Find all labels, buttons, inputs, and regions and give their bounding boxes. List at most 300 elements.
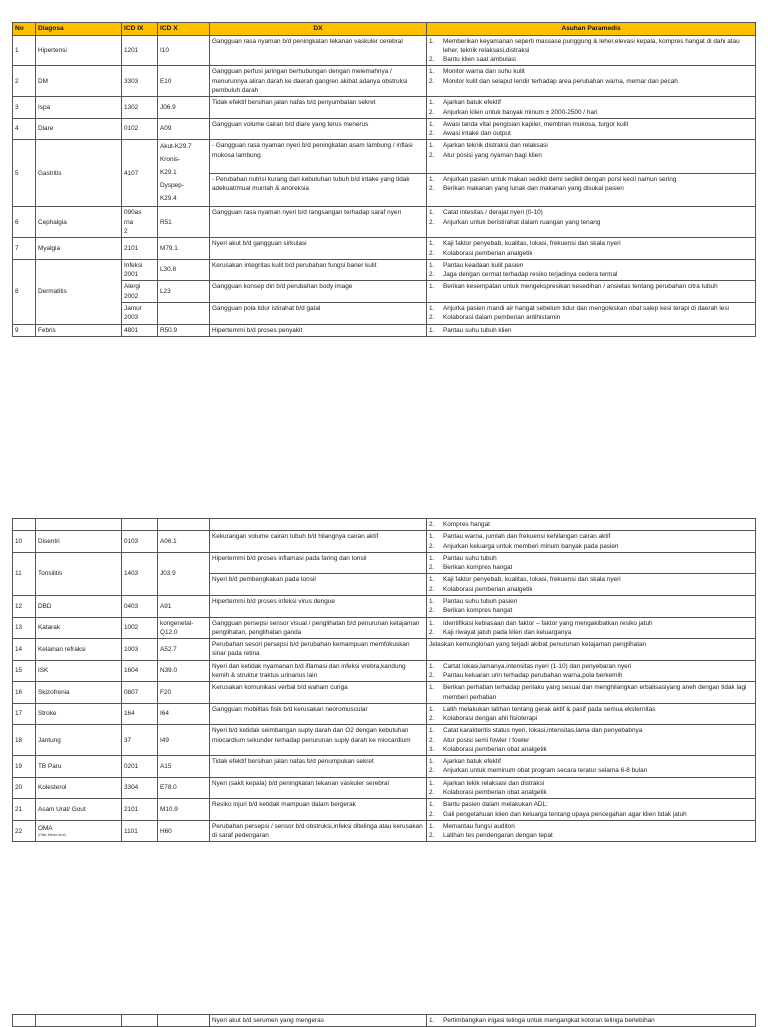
asuhan-item-number: 1. xyxy=(429,304,435,312)
asuhan-item-number: 1. xyxy=(429,533,435,541)
page-3 xyxy=(12,1014,755,1027)
asuhan-item xyxy=(429,37,753,56)
asuhan-cell xyxy=(427,324,756,336)
table-row xyxy=(13,140,756,174)
asuhan-cell xyxy=(427,617,756,639)
header-asuhan: Asuhan Paramedis xyxy=(427,23,756,36)
asuhan-item-text: Ajarkan batuk efektif xyxy=(443,99,501,107)
asuhan-item xyxy=(429,542,753,551)
icd9-code: 3303 xyxy=(122,66,158,97)
table-row xyxy=(13,66,756,97)
cell-line: 2003 xyxy=(124,314,139,322)
diagnosis-label: ISK xyxy=(38,667,49,675)
icd10-code: F20 xyxy=(158,682,210,704)
page-2 xyxy=(12,518,755,842)
asuhan-item-number: 1. xyxy=(429,261,435,269)
icd10-code: M10.9 xyxy=(158,799,210,821)
asuhan-cell xyxy=(427,531,756,553)
diagnosis-table-page-3 xyxy=(12,1014,756,1027)
table-row xyxy=(13,595,756,617)
asuhan-item xyxy=(429,129,753,138)
table-row xyxy=(13,703,756,725)
header-icd10: ICD X xyxy=(158,23,210,36)
icd9-code: 1002 xyxy=(122,617,158,639)
dx-cell: Perubahan sesori persepsi b/d perubahan kemampuan memfokuskan sinar pada retina xyxy=(210,639,427,661)
diagnosis-label: Katarak xyxy=(38,624,61,632)
diagnosis-table-page-1 xyxy=(12,22,756,337)
asuhan-item-text: Jaga dengan cermat terhadap resiko terjadinya cedera termal xyxy=(443,271,618,279)
row-number: 20 xyxy=(13,777,36,799)
dx-cell: Hiperternmi b/d proses penyakit xyxy=(210,324,427,336)
asuhan-item-text: Memberikan keyamanan seperti massase punggung & leher,elevasi kepala, kompres hangat di dahi atau leher, teknik relaksasi,distraksi xyxy=(443,37,740,54)
asuhan-item xyxy=(429,554,753,563)
asuhan-item-number: 1. xyxy=(429,705,435,713)
table-row xyxy=(13,531,756,553)
asuhan-item-number: 2. xyxy=(429,715,435,723)
asuhan-cell xyxy=(427,173,756,207)
asuhan-cell xyxy=(427,207,756,238)
asuhan-item-text: Pantau keluaran urin terhadap perubahan warna,pola berkemih xyxy=(443,671,623,679)
asuhan-item xyxy=(429,800,753,809)
diagnosis-name: Gastritis xyxy=(36,140,122,207)
table-row xyxy=(13,238,756,260)
table-row xyxy=(13,1015,756,1027)
icd9-code: 3304 xyxy=(122,777,158,799)
asuhan-item-number: 2. xyxy=(429,832,435,840)
row-number: 19 xyxy=(13,756,36,778)
asuhan-item-number: 1. xyxy=(429,662,435,670)
dx-cell: Kerusakan komunikasi verbal b/d waham curiga xyxy=(210,682,427,704)
asuhan-item-text: Memantau fungsi auditori xyxy=(443,822,515,830)
icd10-code: R51 xyxy=(158,207,210,238)
icd10-code: I49 xyxy=(158,725,210,756)
icd9-code: 0103 xyxy=(122,531,158,553)
asuhan-item xyxy=(429,184,753,193)
asuhan-item-number: 1. xyxy=(429,554,435,562)
asuhan-item xyxy=(429,575,753,584)
asuhan-item-text: Pantau warna, jumlah dan frekuensi kehilangan cairan aktif xyxy=(443,533,611,541)
asuhan-item-text: Awasi intake dan output xyxy=(443,130,511,138)
asuhan-item-number: 2. xyxy=(429,767,435,775)
asuhan-item xyxy=(429,766,753,775)
row-number: 7 xyxy=(13,238,36,260)
diagnosis-name xyxy=(36,595,122,617)
icd10-code: R50.9 xyxy=(158,324,210,336)
asuhan-item xyxy=(429,77,753,86)
asuhan-item-number: 1. xyxy=(429,68,435,76)
asuhan-item xyxy=(429,108,753,117)
icd9-code: 1201 xyxy=(122,35,158,66)
asuhan-item xyxy=(429,705,753,714)
icd9-code xyxy=(122,281,158,303)
dx-cell: Nyeri akut b/d serumen yang mengeras xyxy=(210,1015,427,1027)
diagnosis-name xyxy=(36,207,122,238)
diagnosis-name xyxy=(36,639,122,661)
cell-line: K29.1 xyxy=(160,168,177,176)
asuhan-cell xyxy=(427,140,756,174)
asuhan-item xyxy=(429,249,753,258)
asuhan-item xyxy=(429,662,753,671)
asuhan-item-number: 2. xyxy=(429,542,435,550)
icd10-code: A15 xyxy=(158,756,210,778)
cell-line: Kronis- xyxy=(160,156,181,164)
row-number: 14 xyxy=(13,639,36,661)
asuhan-item-text: Kaji faktor penyebab, kualitas, lokasi, frekuensi dan skala nyeri xyxy=(443,576,621,584)
asuhan-item-number: 1. xyxy=(429,822,435,830)
table-row xyxy=(13,259,756,281)
table-row xyxy=(13,777,756,799)
asuhan-item xyxy=(429,282,753,291)
asuhan-item-text: Atur posisi semi fowler / fowler xyxy=(443,736,530,744)
table-row xyxy=(13,324,756,336)
icd10-code: A91 xyxy=(158,595,210,617)
asuhan-cell xyxy=(427,66,756,97)
asuhan-item-number: 1. xyxy=(429,597,435,605)
row-number: 21 xyxy=(13,799,36,821)
cell-line: 2002 xyxy=(124,292,139,300)
table-header-row xyxy=(13,23,756,36)
asuhan-item-number: 3. xyxy=(429,745,435,753)
header-dx: DX xyxy=(210,23,427,36)
icd10-code: E78.0 xyxy=(158,777,210,799)
table-row xyxy=(13,281,756,303)
row-number: 3 xyxy=(13,97,36,119)
diagnosis-label: Stroke xyxy=(38,710,57,718)
asuhan-item xyxy=(429,120,753,129)
asuhan-item xyxy=(429,683,753,702)
asuhan-cell xyxy=(427,35,756,66)
asuhan-item-text: Pantau suhu tubuh klien xyxy=(443,326,512,334)
asuhan-item-number: 2. xyxy=(429,789,435,797)
cell-line: Akut-K29.7 xyxy=(160,143,192,151)
asuhan-item-number: 1. xyxy=(429,576,435,584)
diagnosis-label: OMA xyxy=(38,825,53,833)
diagnosis-label: DM xyxy=(38,77,48,85)
diagnosis-name xyxy=(36,820,122,842)
diagnosis-label: Myalgia xyxy=(38,244,61,252)
asuhan-item-text: Bantu klien saat ambulasi xyxy=(443,56,516,64)
asuhan-item-text: Kolaborasi pemberian analgetik xyxy=(443,249,533,257)
asuhan-item xyxy=(429,141,753,150)
asuhan-item xyxy=(429,714,753,723)
header-icd9: ICD IX xyxy=(122,23,158,36)
asuhan-item-text: Awasi tanda vital pengisian kapiler, membran mukosa, turgor kulit xyxy=(443,120,629,128)
icd9-code xyxy=(122,207,158,238)
asuhan-item xyxy=(429,208,753,217)
continuation-row xyxy=(13,519,756,531)
asuhan-item-number: 1. xyxy=(429,779,435,787)
asuhan-item xyxy=(429,619,753,628)
asuhan-item-text: Identifikasi kebiasaan dan faktor – faktor yang mengakibatkan resiko jatuh xyxy=(443,619,653,627)
diagnosis-note: (Otitis Media Akut) xyxy=(38,833,66,838)
icd10-code xyxy=(158,140,210,207)
asuhan-cell xyxy=(427,725,756,756)
table-row xyxy=(13,97,756,119)
dx-cell: Gangguan konsep diri b/d perubahan body image xyxy=(210,281,427,303)
icd10-code: J06.9 xyxy=(158,97,210,119)
diagnosis-table-page-2 xyxy=(12,518,756,842)
dx-cell: Kerusakan integritas kulit b/d perubahan fungsi barier kulit xyxy=(210,259,427,281)
asuhan-item-number: 1. xyxy=(429,283,435,291)
asuhan-item-text: Pantau suhu tubuh xyxy=(443,554,497,562)
table-row xyxy=(13,207,756,238)
icd9-code xyxy=(122,259,158,281)
diagnosis-label: Diare xyxy=(38,125,54,133)
asuhan-item-number: 2. xyxy=(429,56,435,64)
cell-line: K29.4 xyxy=(160,194,177,202)
asuhan-item xyxy=(429,822,753,831)
asuhan-item-text: Kolaborasi dengan ahli fisioterapi xyxy=(443,715,538,723)
asuhan-item-number: 2. xyxy=(429,736,435,744)
asuhan-item-text: Ajarkan tekik relaksasi dan distraksi xyxy=(443,779,545,787)
asuhan-item xyxy=(429,270,753,279)
asuhan-item-text: Anjurkan untuk meminum obat program secara teratur selama 6-8 bulan xyxy=(443,767,648,775)
diagnosis-name xyxy=(36,617,122,639)
asuhan-item-text: Ajarkan teknik distraksi dan relaksasi xyxy=(443,142,548,150)
asuhan-item-text: Kolaborasi dalam pemberian antihistamin xyxy=(443,314,561,322)
icd9-code: 37 xyxy=(122,725,158,756)
table-row xyxy=(13,799,756,821)
table-row xyxy=(13,682,756,704)
asuhan-item-text: Pantau suhu tubuh pasien xyxy=(443,597,518,605)
asuhan-cell xyxy=(427,552,756,574)
dx-cell: Gangguan persepsi sensor visual / penglihatan b/d penurunan ketajaman penglihatan, penglihatan ganda xyxy=(210,617,427,639)
cell-line: Jamur xyxy=(124,304,142,312)
asuhan-item-number: 2. xyxy=(429,585,435,593)
asuhan-cell xyxy=(427,820,756,842)
asuhan-cell xyxy=(427,97,756,119)
diagnosis-name: Tonsilitis xyxy=(36,552,122,595)
diagnosis-label: Asam Urat/ Gout xyxy=(38,805,86,813)
diagnosis-label: Kelainan refraksi xyxy=(38,645,86,653)
asuhan-item-number: 1. xyxy=(429,619,435,627)
icd10-code xyxy=(158,302,210,324)
cell-line: rna xyxy=(124,218,134,226)
asuhan-item-text: Kaji riwayat jatuh pada klien dan keluarganya xyxy=(443,628,572,636)
asuhan-cell xyxy=(427,595,756,617)
asuhan-item-text: Berikan kompres hangat xyxy=(443,607,513,615)
dx-cell: Gangguan pola tidur istirahat b/d gatal xyxy=(210,302,427,324)
cell-line: Q12.0 xyxy=(160,628,178,636)
diagnosis-name xyxy=(36,97,122,119)
dx-cell: Perubahan persepsi / sensor b/d obstruksi,infeksi ditelinga atau kerusakan di saraf pedengaran xyxy=(210,820,427,842)
icd9-code: 1403 xyxy=(122,552,158,595)
asuhan-item xyxy=(429,606,753,615)
asuhan-item-number: 1. xyxy=(429,120,435,128)
asuhan-item-number: 1. xyxy=(429,684,435,692)
asuhan-cell xyxy=(427,756,756,778)
icd9-code: 4801 xyxy=(122,324,158,336)
asuhan-item-text: Bantu pasien dalam melakukan ADL; xyxy=(443,801,548,809)
cell-line: Dyspep- xyxy=(160,181,184,189)
asuhan-cell: 1. Pertimbangkan irigasi telinga untuk mengangkat kotoran telinga berlebihan xyxy=(427,1015,756,1027)
asuhan-item-text: Anjurka pasien mandi air hangat sebelum tidur dan mengoleskan obat salep kesi terapi di daerah lesi xyxy=(443,304,729,312)
diagnosis-label: Ispa xyxy=(38,103,51,111)
asuhan-item xyxy=(429,326,753,335)
asuhan-item xyxy=(429,810,753,819)
dx-cell: Gangguan volume cairan b/d diare yang terus menerus xyxy=(210,118,427,140)
cell-line: kongenetal- xyxy=(160,619,194,627)
icd9-code: 0201 xyxy=(122,756,158,778)
asuhan-item-text: Anjurkan untuk beristirahat dalam ruangan yang tenang xyxy=(443,218,601,226)
dx-cell: Kekurangan volume cairan tubuh b/d hilangnya cairan aktif xyxy=(210,531,427,553)
row-number: 9 xyxy=(13,324,36,336)
asuhan-item-text: Berikan kompres hangat xyxy=(443,564,513,572)
table-row xyxy=(13,118,756,140)
asuhan-item-number: 2. xyxy=(429,628,435,636)
asuhan-item xyxy=(429,628,753,637)
row-number: 4 xyxy=(13,118,36,140)
asuhan-item-text: Gali pengetahuan klien dan keluarga tentang upaya pencegahan agar klien tidak jatuh xyxy=(443,810,687,818)
asuhan-item-number: 2. xyxy=(429,218,435,226)
asuhan-item xyxy=(429,261,753,270)
header-no: No xyxy=(13,23,36,36)
continuation-asuhan: 2. Kompres hangat xyxy=(427,519,756,531)
asuhan-item-text: Atur posisi yang nyaman bagi klien xyxy=(443,151,542,159)
asuhan-item-text: Kolaborasi pemberian obat analgetik xyxy=(443,745,547,753)
asuhan-item-text: Kolaborasi pemberian analgetik xyxy=(443,585,533,593)
asuhan-item-text: Catat karakteritis status nyeri, lokasi,intensitas,lama dan penyebabnya xyxy=(443,727,643,735)
asuhan-item-number: 2. xyxy=(429,314,435,322)
icd10-code: H60 xyxy=(158,820,210,842)
diagnosis-name xyxy=(36,756,122,778)
asuhan-item-number: 2. xyxy=(429,564,435,572)
dx-cell: - Gangguan rasa nyaman nyeri b/d peningkatan asam lambung / inflasi mukosa lambung xyxy=(210,140,427,174)
icd9-code: 4107 xyxy=(122,140,158,207)
row-number: 22 xyxy=(13,820,36,842)
dx-cell: Tidak efektif bersihan jalan nafas b/d penumpukan sekret xyxy=(210,756,427,778)
dx-cell: Gangguan mobilitas fisik b/d kerusakan neoromuscular xyxy=(210,703,427,725)
asuhan-item-number: 2. xyxy=(429,130,435,138)
asuhan-item-number: 1. xyxy=(429,240,435,248)
cell-line: Alergi xyxy=(124,283,141,291)
icd9-code: 1101 xyxy=(122,820,158,842)
diagnosis-name xyxy=(36,660,122,682)
asuhan-item-text: Ajarkan batuk efektif xyxy=(443,758,501,766)
icd10-code: L23 xyxy=(158,281,210,303)
table-row xyxy=(13,660,756,682)
row-number: 13 xyxy=(13,617,36,639)
table-row xyxy=(13,820,756,842)
icd10-code: L30.8 xyxy=(158,259,210,281)
table-row xyxy=(13,35,756,66)
asuhan-cell xyxy=(427,799,756,821)
dx-cell: Nyeri b/d pembengkakan pada tonsil xyxy=(210,574,427,596)
diagnosis-name xyxy=(36,777,122,799)
asuhan-item xyxy=(429,597,753,606)
asuhan-item xyxy=(429,55,753,64)
asuhan-item-number: 1. xyxy=(429,99,435,107)
dx-cell: Nyeri (sakit kepala) b/d peningkatan tekanan vaskuler serebral xyxy=(210,777,427,799)
asuhan-item-number: 2. xyxy=(429,810,435,818)
diagnosis-label: Skizofrenia xyxy=(38,688,70,696)
asuhan-item-number: 2. xyxy=(429,271,435,279)
asuhan-cell xyxy=(427,302,756,324)
asuhan-cell xyxy=(427,281,756,303)
cell-line: 2 xyxy=(124,227,128,235)
asuhan-cell xyxy=(427,777,756,799)
page-1 xyxy=(12,22,755,337)
diagnosis-name xyxy=(36,682,122,704)
table-row xyxy=(13,552,756,574)
asuhan-item-number: 2. xyxy=(429,108,435,116)
table-row xyxy=(13,302,756,324)
diagnosis-label: Hipertensi xyxy=(38,46,67,54)
icd10-code: A06.1 xyxy=(158,531,210,553)
asuhan-item-text: Berikan makanan yang lunak dan makanan yang disukai pasien xyxy=(443,185,624,193)
asuhan-item-number: 2. xyxy=(429,77,435,85)
asuhan-item-text: Kaji faktor penyebab, kualitas, lokasi, frekuensi dan skala nyeri xyxy=(443,240,621,248)
icd10-code: A52.7 xyxy=(158,639,210,661)
dx-cell: Resiko injuri b/d ketidak mampuan dalam bergerak xyxy=(210,799,427,821)
asuhan-cell xyxy=(427,660,756,682)
asuhan-cell xyxy=(427,238,756,260)
dx-cell: Gangguan perfusi jaringan berhubungan dengan melemahnya / menurunnya aliran darah ke daerah gangren akibat adanya obstruksi pembuluh darah xyxy=(210,66,427,97)
icd9-code: 164 xyxy=(122,703,158,725)
icd9-code: 2101 xyxy=(122,799,158,821)
diagnosis-name xyxy=(36,35,122,66)
diagnosis-name xyxy=(36,531,122,553)
row-number: 15 xyxy=(13,660,36,682)
row-number: 12 xyxy=(13,595,36,617)
asuhan-item xyxy=(429,239,753,248)
asuhan-item-number: 2. xyxy=(429,249,435,257)
diagnosis-label: DBD xyxy=(38,602,52,610)
diagnosis-name xyxy=(36,703,122,725)
icd10-code: N39.0 xyxy=(158,660,210,682)
diagnosis-name xyxy=(36,66,122,97)
header-diagnosa: Diagosa xyxy=(36,23,122,36)
icd10-code: E10 xyxy=(158,66,210,97)
asuhan-item xyxy=(429,218,753,227)
row-number: 10 xyxy=(13,531,36,553)
asuhan-cell xyxy=(427,682,756,704)
diagnosis-label: TB Paru xyxy=(38,762,62,770)
asuhan-item-number: 1. xyxy=(429,209,435,217)
asuhan-item-number: 1. xyxy=(429,727,435,735)
asuhan-item xyxy=(429,304,753,313)
asuhan-item xyxy=(429,67,753,76)
cell-line: Infeksi xyxy=(124,261,143,269)
diagnosis-label: Febris xyxy=(38,326,56,334)
asuhan-item xyxy=(429,98,753,107)
row-number: 17 xyxy=(13,703,36,725)
icd10-code xyxy=(158,617,210,639)
asuhan-cell: Jelaskan kemungkinan yang terjadi akibat penurunan ketajaman penglihatan xyxy=(427,639,756,661)
asuhan-item-text: Latih melakukan latihan tentang gerak aktif & pasif pada semua eksternitas xyxy=(443,705,656,713)
asuhan-item xyxy=(429,151,753,160)
icd9-code: 0403 xyxy=(122,595,158,617)
asuhan-item xyxy=(429,671,753,680)
row-number: 18 xyxy=(13,725,36,756)
row-number: 2 xyxy=(13,66,36,97)
asuhan-item-text: Catat intesitas / derajat nyeri (0-10) xyxy=(443,209,543,217)
table-row xyxy=(13,725,756,756)
diagnosis-label: Jantung xyxy=(38,736,61,744)
row-number: 1 xyxy=(13,35,36,66)
dx-cell: Hiperternmi b/d proses inflamasi pada faring dan tonsil xyxy=(210,552,427,574)
asuhan-item-text: Cartat lokasi,lamanya,intensitas nyeri (1-10) dan penyebaran nyeri xyxy=(443,662,632,670)
cell-line: 090as xyxy=(124,209,142,217)
table-row xyxy=(13,639,756,661)
icd9-code: 1302 xyxy=(122,97,158,119)
dx-cell: Nyeri akut b/d gangguan sirkulasi xyxy=(210,238,427,260)
diagnosis-name: Dermatitis xyxy=(36,259,122,324)
asuhan-cell xyxy=(427,703,756,725)
dx-cell: Tidak efektif bersihan jalan nafas b/d penyumbatan sekret xyxy=(210,97,427,119)
diagnosis-name xyxy=(36,725,122,756)
asuhan-item-text: Anjurkan pasien untuk makan sedikit demi sedikit dengan porsi kecil namun sering xyxy=(443,175,677,183)
